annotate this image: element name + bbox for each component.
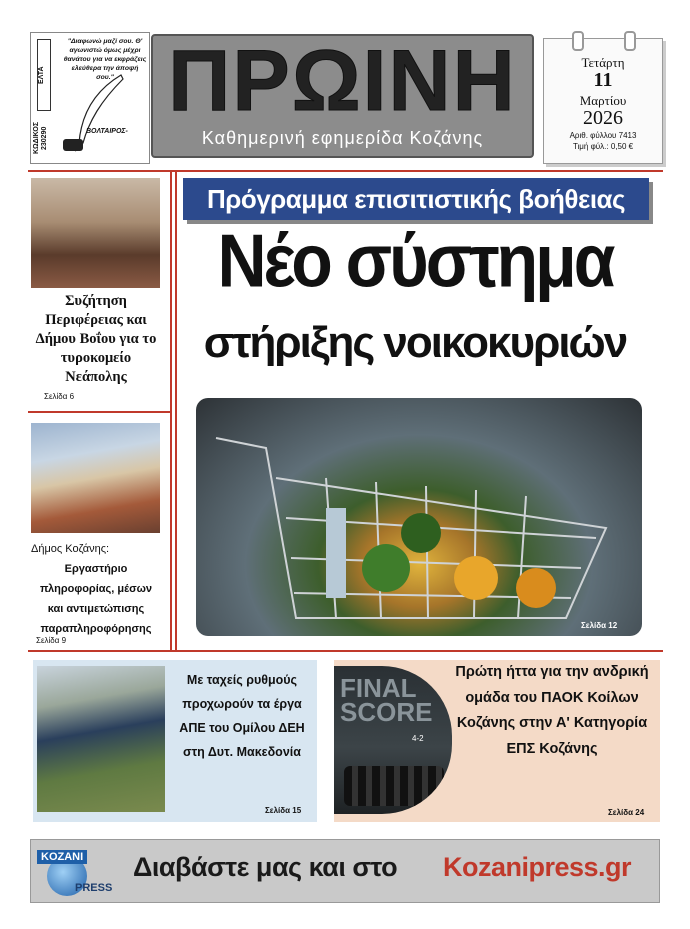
logo-top: KOZANI: [37, 850, 87, 864]
divider: [28, 650, 663, 652]
divider: [170, 170, 172, 650]
postal-stamp: [30, 32, 150, 164]
elta-label: ΕΛΤΑ: [37, 39, 51, 111]
lead-headline[interactable]: Νέο σύστημα: [217, 219, 613, 303]
date-calendar: [543, 38, 663, 164]
story-kicker: Δήμος Κοζάνης:: [31, 543, 110, 555]
postal-code: ΚΩΔΙΚΟΣ 230290: [33, 121, 48, 155]
building-photo[interactable]: [31, 423, 160, 533]
page-ref: Σελίδα 9: [36, 636, 67, 645]
kozanipress-logo[interactable]: [37, 846, 125, 896]
weekday: Τετάρτη: [581, 55, 625, 70]
story-headline[interactable]: Με ταχείς ρυθμούς προχωρούν τα έργα ΑΠΕ του Ομίλου ΔΕΗ στη Δυτ. Μακεδονία: [179, 673, 305, 759]
logo-bottom: PRESS: [75, 882, 113, 894]
lead-banner: Πρόγραμμα επισιτιστικής βοήθειας: [183, 178, 649, 220]
ad-text: Διαβάστε μας και στο: [133, 852, 398, 882]
story-box-dei[interactable]: [33, 660, 317, 822]
year: 2026: [583, 107, 623, 129]
story-box-paok[interactable]: [334, 660, 660, 822]
story-headline[interactable]: Εργαστήριο πληροφορίας, μέσων και αντιμετώπισης παραπληροφόρησης: [39, 563, 153, 635]
quill-icon: [61, 73, 131, 153]
solar-farm-photo[interactable]: [37, 666, 165, 812]
story-headline[interactable]: Συζήτηση Περιφέρειας και Δήμου Βοΐου για το τυροκομείο Νεάπολης: [35, 293, 157, 385]
newspaper-subtitle: Καθημερινή εφημερίδα Κοζάνης: [201, 128, 484, 148]
page-ref: Σελίδα 12: [581, 621, 618, 630]
page-ref: Σελίδα 15: [265, 806, 302, 815]
newspaper-title: ΠΡΩΙΝΗ: [168, 33, 517, 129]
story-headline[interactable]: Πρώτη ήττα για την ανδρική ομάδα του ΠΑΟΚ Κοίλων Κοζάνης στην Α' Κατηγορία ΕΠΣ Κοζάνης: [455, 664, 649, 757]
month: Μαρτίου: [579, 93, 627, 108]
page-ref: Σελίδα 24: [608, 808, 645, 817]
stamp-author: ΒΟΛΤΑΙΡΟΣ-: [86, 128, 128, 135]
issue-price: Τιμή φύλ.: 0,50 €: [572, 142, 634, 151]
page-ref: Σελίδα 6: [44, 392, 75, 401]
score-text: 4-2: [412, 734, 424, 743]
players-group: [344, 766, 444, 806]
day-number: 11: [593, 69, 613, 91]
divider: [28, 411, 170, 413]
kozanipress-ad[interactable]: [30, 839, 660, 903]
calendar-ring-icon: [624, 31, 636, 51]
shopping-cart-photo[interactable]: [196, 398, 642, 636]
cart-icon: [206, 418, 626, 628]
divider: [175, 170, 177, 650]
final-score-text: FINAL SCORE: [340, 673, 433, 727]
lead-subheadline[interactable]: στήριξης νοικοκυριών: [203, 318, 627, 367]
stamp-quote: "Διαφωνώ μαζί σου. Θ' αγωνιστώ όμως μέχρι θανάτου για να εκφράζεις ελεύθερα την άποψή σου.": [63, 38, 147, 81]
meeting-photo[interactable]: [31, 178, 160, 288]
team-photo[interactable]: [334, 666, 452, 814]
newspaper-logo[interactable]: [151, 34, 534, 158]
ad-site-link[interactable]: Kozanipress.gr: [443, 852, 632, 882]
divider: [28, 170, 663, 172]
issue-number: Αριθ. φύλλου 7413: [569, 131, 637, 140]
calendar-ring-icon: [572, 31, 584, 51]
